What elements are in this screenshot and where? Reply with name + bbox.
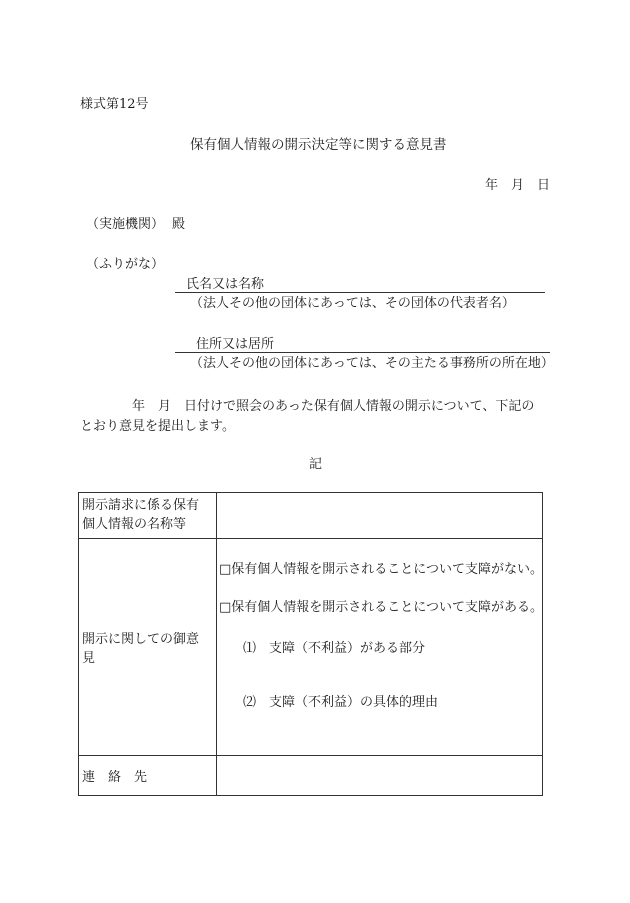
date-line: 年 月 日 [485, 178, 551, 193]
addressee-org: （実施機関） [86, 217, 165, 232]
contact-label: 連 絡 先 [82, 769, 148, 785]
name-note: （法人その他の団体にあっては、その団体の代表者名） [190, 296, 515, 311]
option-has-issue[interactable]: □保有個人情報を開示されることについて支障がある。 [219, 600, 544, 615]
row3-value-cell[interactable] [217, 756, 543, 796]
form-number: 様式第12号 [80, 97, 149, 112]
row2-label-cell [79, 539, 217, 756]
ki-heading: 記 [309, 457, 323, 472]
address-underline [175, 352, 550, 353]
row2-value-cell [217, 539, 543, 756]
address-note: （法人その他の団体にあっては、その主たる事務所の所在地） [190, 356, 554, 371]
row1-label-cell [79, 493, 217, 539]
name-underline [175, 292, 545, 293]
furigana-label: （ふりがな） [86, 257, 165, 272]
row1-label-line2: 個人情報の名称等 [82, 517, 187, 532]
sub-item-2: ⑵ 支障（不利益）の具体的理由 [243, 695, 439, 710]
addressee-honorific: 殿 [172, 217, 186, 232]
name-label: 氏名又は名称 [186, 277, 265, 292]
body-text-line2: とおり意見を提出します。 [80, 419, 235, 434]
sub-item-1: ⑴ 支障（不利益）がある部分 [243, 641, 426, 656]
row2-label-line1: 開示に関しての御意 [82, 631, 200, 647]
document-title: 保有個人情報の開示決定等に関する意見書 [190, 137, 447, 153]
body-text-line1: 年 月 日付けで照会のあった保有個人情報の開示について、下記の [132, 399, 535, 414]
table-row [79, 756, 543, 796]
table-row [79, 493, 543, 539]
option-no-issue[interactable]: □保有個人情報を開示されることについて支障がない。 [219, 562, 544, 577]
row3-label-cell [79, 756, 217, 796]
row2-label-line2: 見 [82, 650, 96, 666]
opinion-table [78, 492, 543, 796]
table-row [79, 539, 543, 756]
row1-value-cell[interactable] [217, 493, 543, 539]
row1-label-line1: 開示請求に係る保有 [82, 498, 200, 513]
address-label: 住所又は居所 [196, 337, 275, 352]
